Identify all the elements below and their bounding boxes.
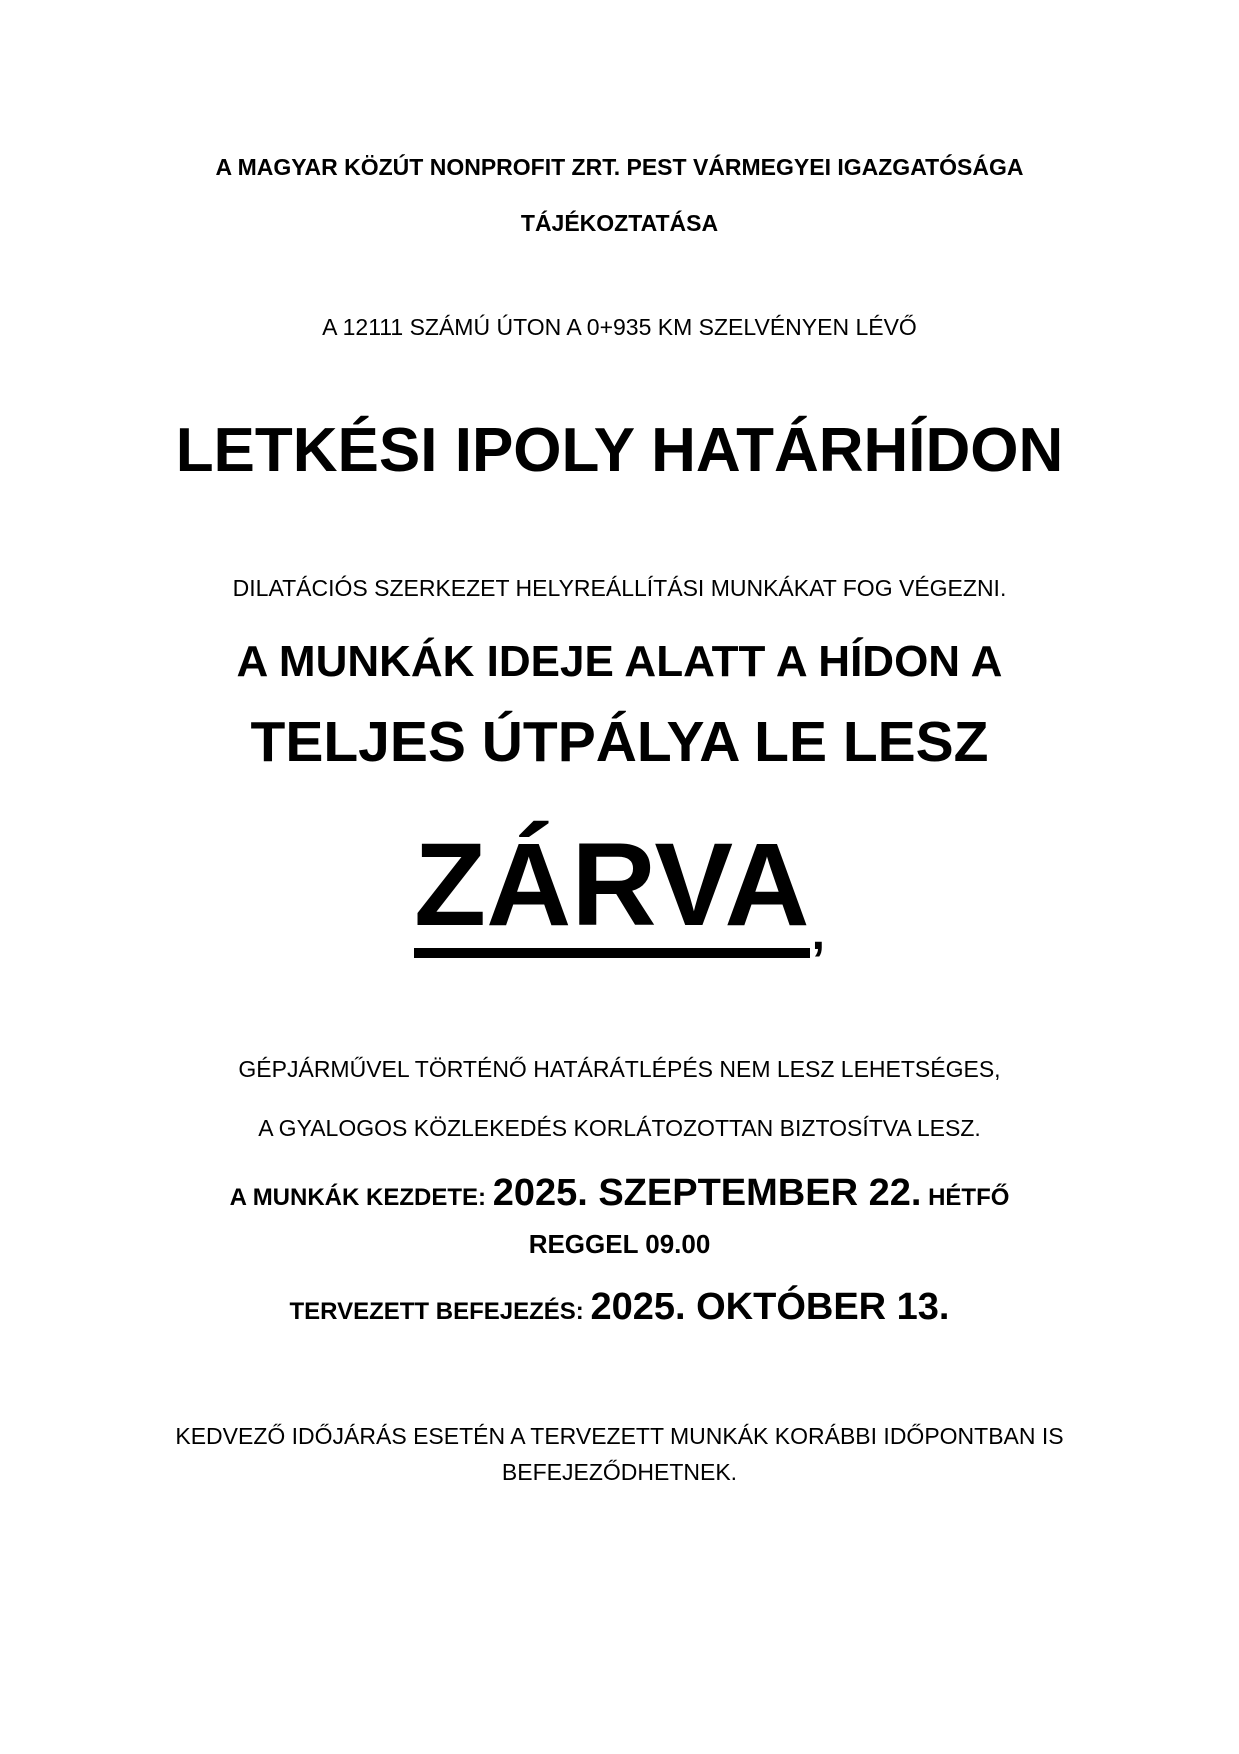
closed-comma: , — [811, 907, 825, 960]
start-weekday: HÉTFŐ — [928, 1184, 1010, 1211]
weather-note-line-1: KEDVEZŐ IDŐJÁRÁS ESETÉN A TERVEZETT MUNKÁK KORÁBBI IDŐPONTBAN IS — [175, 1423, 1064, 1449]
border-crossing-line: GÉPJÁRMŰVEL TÖRTÉNŐ HATÁRÁTLÉPÉS NEM LESZ LEHETSÉGES, — [238, 1056, 1001, 1082]
bridge-title: LETKÉSI IPOLY HATÁRHÍDON — [175, 416, 1064, 485]
end-label: TERVEZETT BEFEJEZÉS: — [289, 1298, 584, 1325]
closed-heading — [0, 819, 1239, 960]
start-time: REGGEL 09.00 — [528, 1229, 711, 1259]
start-line — [0, 1174, 1239, 1212]
weather-note-line-2: BEFEJEZŐDHETNEK. — [501, 1459, 738, 1485]
road-line: A 12111 SZÁMÚ ÚTON A 0+935 KM SZELVÉNYEN LÉVŐ — [322, 314, 917, 340]
work-line: DILATÁCIÓS SZERKEZET HELYREÁLLÍTÁSI MUNKÁKAT FOG VÉGEZNI. — [232, 575, 1007, 601]
start-label: A MUNKÁK KEZDETE: — [229, 1184, 487, 1211]
closure-line-1: A MUNKÁK IDEJE ALATT A HÍDON A — [236, 637, 1003, 686]
header-line-1: A MAGYAR KÖZÚT NONPROFIT ZRT. PEST VÁRMEGYEI IGAZGATÓSÁGA — [215, 154, 1024, 180]
end-date: 2025. OKTÓBER 13. — [590, 1286, 950, 1328]
end-line — [0, 1288, 1239, 1326]
start-date: 2025. SZEPTEMBER 22. — [492, 1172, 922, 1214]
header-line-2: TÁJÉKOZTATÁSA — [520, 210, 719, 236]
pedestrian-line: A GYALOGOS KÖZLEKEDÉS KORLÁTOZOTTAN BIZTOSÍTVA LESZ. — [258, 1115, 981, 1141]
closure-line-2: TELJES ÚTPÁLYA LE LESZ — [250, 710, 989, 774]
closed-word: ZÁRVA — [414, 826, 810, 958]
